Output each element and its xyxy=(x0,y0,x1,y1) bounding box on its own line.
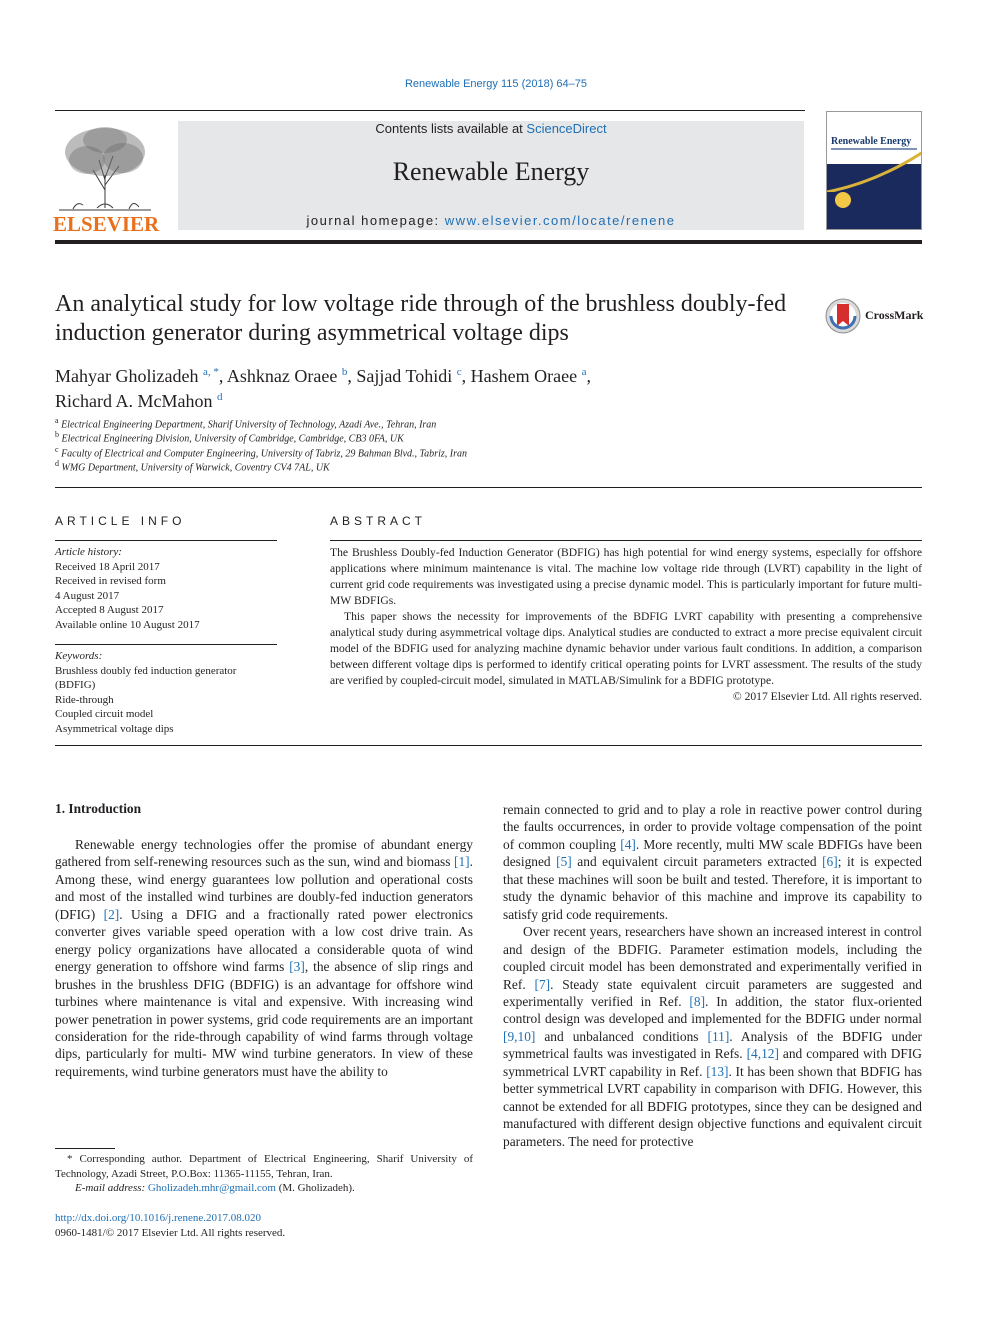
cover-title: Renewable Energy xyxy=(831,136,912,147)
abstract-rule xyxy=(330,540,922,541)
journal-name: Renewable Energy xyxy=(392,157,590,186)
history-item: Received 18 April 2017 xyxy=(55,560,160,573)
affiliation-c xyxy=(55,445,467,459)
body-paragraph xyxy=(503,923,922,1150)
elsevier-wordmark: ELSEVIER xyxy=(53,212,160,236)
footnote-mark: * xyxy=(67,1153,73,1165)
cover-swoosh xyxy=(827,152,922,192)
affiliation-text: Electrical Engineering Division, University of Cambridge, Cambridge, CB3 0FA, UK xyxy=(61,433,404,445)
citation-link[interactable]: [2] xyxy=(103,906,120,922)
affiliation-text: WMG Department, University of Warwick, Coventry CV4 7AL, UK xyxy=(61,462,330,474)
cover-subtitle-bar xyxy=(831,148,917,150)
keywords xyxy=(55,649,277,736)
abstract-bottom-rule xyxy=(55,745,922,746)
affiliation-text: Electrical Engineering Department, Sharif University of Technology, Azadi Ave., Tehran, Iran xyxy=(61,419,437,431)
citation-link[interactable]: [5] xyxy=(556,854,572,870)
body-text: remain connected to grid and to play a role in reactive power control during the faults occurrences, in order to provide voltage compensation of the point of common coupling xyxy=(503,802,922,852)
footnote-rule xyxy=(55,1148,115,1149)
abstract-paragraph: This paper shows the necessity for improvements of the BDFIG LVRT capability with presenting a comprehensive analytical study during asymmetrical voltage dips. Analytical studies are conducted to extract a more precise equivalent circuit model of the BDFIG used for analyzing machine dynamic behavior under various fault conditions. In addition, a comparison between different voltage dips is performed to identify critical operating points for LVRT assessment. The results of the study are verified by coupled-circuit model, simulated in MATLAB/Simulink for a BDFIG prototype. xyxy=(330,610,922,687)
author-name: Ashknaz Oraee xyxy=(226,366,338,386)
email-suffix: (M. Gholizadeh). xyxy=(275,1182,355,1194)
body-text: Renewable energy technologies offer the promise of abundant energy gathered from self-renewing resources such as the sun, wind and biomass xyxy=(55,837,473,870)
citation-link[interactable]: [11] xyxy=(707,1028,730,1044)
article-info-rule xyxy=(55,540,277,541)
journal-homepage-link[interactable]: www.elsevier.com/locate/renene xyxy=(444,213,676,228)
citation-link[interactable]: [9,10] xyxy=(503,1028,536,1044)
contents-prefix: Contents lists available at xyxy=(375,121,527,136)
author-separator: , xyxy=(461,366,471,386)
history-label: Article history: xyxy=(55,546,122,558)
crossmark-badge[interactable] xyxy=(825,296,925,336)
corresponding-author-footnote xyxy=(55,1152,473,1196)
body-paragraph xyxy=(503,801,922,923)
abstract-copyright: © 2017 Elsevier Ltd. All rights reserved. xyxy=(732,690,922,703)
body-column-left xyxy=(55,836,473,1080)
history-item: Received in revised form xyxy=(55,575,166,587)
doi-link[interactable]: http://dx.doi.org/10.1016/j.renene.2017.08.020 xyxy=(55,1212,262,1224)
crossmark-icon xyxy=(825,296,863,336)
author-affiliation-marker[interactable]: b xyxy=(341,366,348,378)
citation-link[interactable]: [6] xyxy=(822,854,838,870)
footnote-text: Corresponding author. Department of Electrical Engineering, Sharif University of Technology, Azadi Street, P.O.Box: 11365-11155, Tehran, Iran. xyxy=(55,1153,473,1180)
body-text: and equivalent circuit parameters extracted xyxy=(571,854,823,870)
keywords-rule xyxy=(55,644,277,645)
body-text: . Analysis of the BDFIG under symmetrical faults was investigated in Refs. xyxy=(503,1028,922,1062)
author-separator: , xyxy=(347,366,357,386)
journal-homepage-line xyxy=(178,213,804,228)
email-label: E-mail address: xyxy=(75,1182,148,1194)
keywords-label: Keywords: xyxy=(55,650,103,662)
citation-link[interactable]: [7] xyxy=(534,976,551,992)
affiliation-key: a xyxy=(55,416,59,425)
author-name: Mahyar Gholizadeh xyxy=(55,366,199,386)
citation-link[interactable]: [13] xyxy=(706,1063,729,1079)
homepage-prefix: journal homepage: xyxy=(306,213,445,228)
journal-citation[interactable]: Renewable Energy 115 (2018) 64–75 xyxy=(404,78,588,90)
author-affiliation-marker[interactable]: c xyxy=(456,366,462,378)
history-item: Accepted 8 August 2017 xyxy=(55,604,164,616)
author-affiliation-marker[interactable]: a xyxy=(581,366,587,378)
affiliation-key: c xyxy=(55,445,59,454)
abstract-heading: ABSTRACT xyxy=(330,514,427,528)
affiliation-d xyxy=(55,459,330,473)
history-item: Available online 10 August 2017 xyxy=(55,618,200,631)
keyword-item: Brushless doubly fed induction generator xyxy=(55,664,237,677)
body-text: . Among these, wind energy guarantees low pollution and operational costs and most of the installed wind turbines are doubly-fed induction generators (DFIG) xyxy=(55,854,473,922)
author-name: Richard A. McMahon xyxy=(55,391,213,411)
citation-link[interactable]: [3] xyxy=(289,959,305,975)
body-text: and unbalanced conditions xyxy=(535,1028,708,1044)
body-text: , the absence of slip rings and brushes in the brushless DFIG (BDFIG) is an advantage for offshore wind turbines where maintenance is vital and expensive. With increasing wind power penetration in power systems, grid code requirements are an important consideration for the ride-through capability of wind farms through voltage dips, particularly for multi- MW wind turbine generators. In view of these requirements, wind turbine generators must have the ability to xyxy=(55,959,473,1079)
sciencedirect-link[interactable]: ScienceDirect xyxy=(526,121,607,136)
author-separator: , xyxy=(586,366,591,386)
body-column-right xyxy=(503,801,922,1150)
body-text: . Using a DFIG and a fractionally rated power electronics converter gives variable speed operation with a low cost drive train. As energy policy organizations have allocated a considerable quota of wind energy generation to offshore wind farms xyxy=(55,906,474,975)
header-thick-rule xyxy=(55,240,922,244)
body-text: . In addition, the stator flux-oriented control design was developed and implemented for the BDFIG under normal xyxy=(503,993,922,1027)
history-item: 4 August 2017 xyxy=(55,589,120,602)
body-text: . Steady state equivalent circuit parameters are suggested and experimentally verified in Ref. xyxy=(503,976,923,1009)
body-text: . It has been shown that BDFIG has better symmetrical LVRT capability in comparison with DFIG. However, this cannot be extended for all BDFIG prototypes, since they can be designed and manufactured with different design objective functions and equivalent circuit parameters. The need for protective xyxy=(503,1063,922,1149)
header-top-rule xyxy=(55,110,805,111)
affiliation-a xyxy=(55,416,436,430)
issn-copyright: 0960-1481/© 2017 Elsevier Ltd. All rights reserved. xyxy=(55,1227,286,1239)
body-text: . More recently, multi MW scale BDFIGs have been designed xyxy=(503,836,923,870)
author-affiliation-marker[interactable]: d xyxy=(216,391,223,403)
keyword-item: Coupled circuit model xyxy=(55,708,154,720)
body-text: and compared with DFIG symmetrical LVRT capability in Ref. xyxy=(503,1046,922,1079)
author-name: Sajjad Tohidi xyxy=(356,366,453,386)
affiliation-text: Faculty of Electrical and Computer Engineering, University of Tabriz, 29 Bahman Blvd., Tabriz, Iran xyxy=(61,448,467,460)
abstract-body xyxy=(330,545,922,705)
citation-link[interactable]: [4] xyxy=(620,836,636,852)
citation-link[interactable]: [8] xyxy=(689,993,706,1009)
article-title: An analytical study for low voltage ride through of the brushless doubly-fed induction generator during asymmetrical voltage dips xyxy=(55,291,787,346)
section-heading-introduction: 1. Introduction xyxy=(55,801,142,816)
author-name: Hashem Oraee xyxy=(470,366,578,386)
article-history xyxy=(55,545,277,632)
author-list xyxy=(55,362,815,412)
body-paragraph xyxy=(55,836,473,1080)
author-email-link[interactable]: Gholizadeh.mhr@gmail.com xyxy=(147,1182,276,1194)
article-info-heading: ARTICLE INFO xyxy=(55,514,186,528)
affiliation-rule xyxy=(55,487,922,488)
crossmark-label: CrossMark xyxy=(865,308,924,322)
keyword-item: (BDFIG) xyxy=(55,679,96,691)
keyword-item: Asymmetrical voltage dips xyxy=(55,722,174,735)
keyword-item: Ride-through xyxy=(55,693,114,706)
author-separator: , xyxy=(218,366,227,386)
citation-link[interactable]: [4,12] xyxy=(746,1046,779,1062)
body-text: Over recent years, researchers have shown an increased interest in control and design of the BDFIG. Parameter estimation models, including the coupled circuit model has been demonstrated and experimentally verified in Ref. xyxy=(503,924,922,992)
body-text: ; it is expected that these machines will soon be built and tested. Therefore, it is important to study the dynamic behavior of this machine and improve its capability to satisfy grid code requirements. xyxy=(503,854,922,922)
affiliation-key: b xyxy=(55,430,59,439)
journal-cover-thumbnail[interactable] xyxy=(826,111,922,230)
cover-sun-icon xyxy=(835,192,851,208)
abstract-paragraph: The Brushless Doubly-fed Induction Generator (BDFIG) has high potential for wind energy systems, especially for offshore applications where minimum maintenance is vital. The machine low voltage ride through (LVRT) capability in the light of current grid code requirements was investigated using a precise dynamic model. This is particularly important for future multi- MW BDFIGs. xyxy=(330,546,922,607)
affiliation-key: d xyxy=(55,459,59,468)
author-affiliation-marker[interactable]: a, * xyxy=(202,366,219,378)
citation-link[interactable]: [1] xyxy=(454,854,470,870)
contents-line xyxy=(178,121,804,136)
affiliation-b xyxy=(55,430,404,444)
